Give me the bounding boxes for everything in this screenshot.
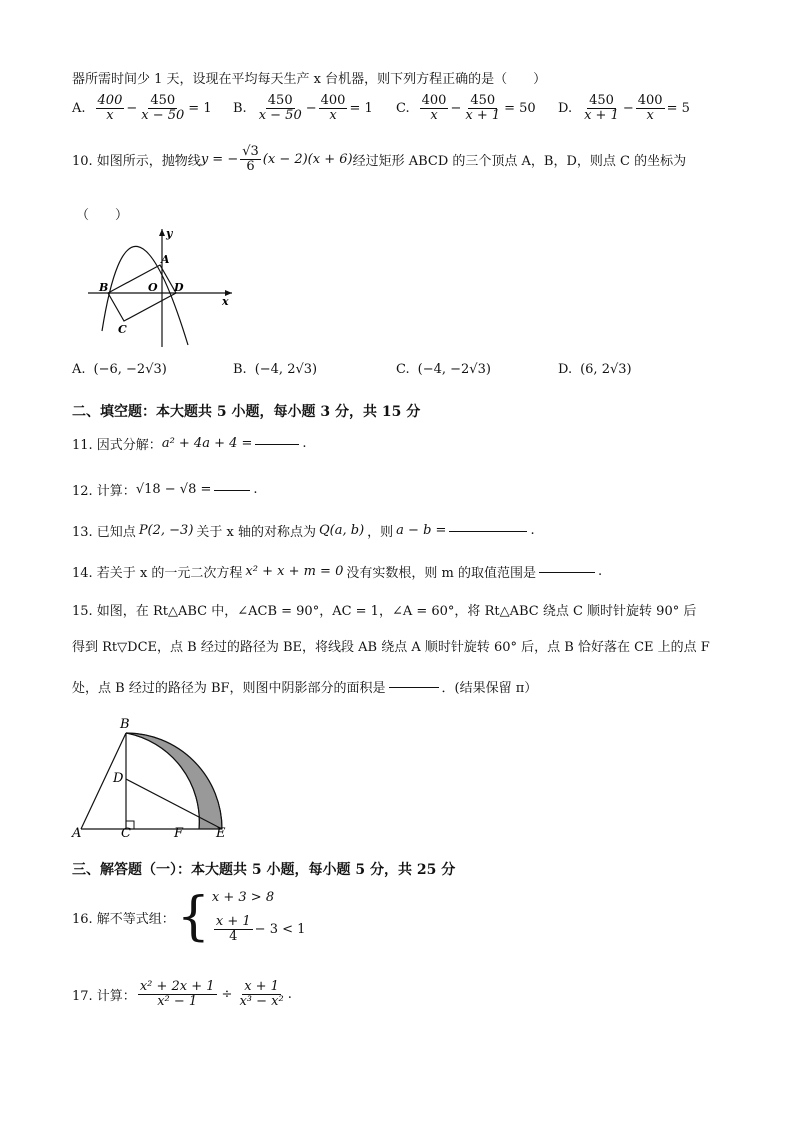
q15-line1: 15. 如图，在 Rt△ABC 中，∠ACB = 90°，AC = 1，∠A = 60°，将 Rt△ABC 绕点 C 顺时针旋转 90° 后 — [72, 604, 697, 619]
label-c: C — [121, 826, 131, 840]
q9-option-c[interactable]: C. $\frac{400}{x}$ − $\frac{450}{x + 1}$ = 50 — [396, 93, 536, 124]
y-axis-arrow — [159, 229, 165, 236]
option-label: D. — [558, 101, 573, 117]
label-e: E — [216, 826, 226, 840]
q11: 11. 因式分解： a² + 4a + 4 = . — [72, 436, 307, 453]
fraction: $\frac{450}{x + 1}$ — [465, 93, 501, 124]
parabola-rectangle-figure — [88, 225, 238, 350]
option-label: A. — [72, 101, 86, 117]
fraction: $\frac{x + 1}{\text{x³ − x²}}$ — [239, 979, 284, 1010]
option-label: B. — [233, 101, 247, 117]
q17: 17. 计算： $\frac{\text{x² + 2x + 1}}{\text{x² − 1}}$ ÷ $\frac{x + 1}{\text{x³ − x²}}$ . — [72, 979, 292, 1010]
section-heading-fill-blank: 二、填空题：本大题共 5 小题，每小题 3 分，共 15 分 — [72, 404, 421, 420]
left-brace-icon: { — [176, 887, 210, 948]
q10-option-a[interactable]: A. (−6, −2√3) — [72, 362, 167, 377]
fraction: $\frac{400}{x}$ — [320, 93, 346, 124]
q10-option-b[interactable]: B. (−4, 2√3) — [233, 362, 318, 377]
q14: 14. 若关于 x 的一元二次方程 x² + x + m = 0 没有实数根，则 m 的取值范围是 . — [72, 564, 603, 581]
fraction: $\frac{400}{x}$ — [97, 93, 123, 124]
parabola-curve — [102, 246, 188, 345]
option-value: (−4, −2√3) — [417, 362, 491, 377]
fraction: $\frac{450}{x - 50}$ — [258, 93, 302, 124]
q9-stem: 器所需时间少 1 天，设现在平均每天生产 x 台机器，则下列方程正确的是（ ） — [72, 72, 547, 87]
label-b: B — [120, 717, 130, 732]
answer-blank[interactable] — [255, 443, 299, 445]
label-d: D — [174, 281, 184, 294]
q10-answer-paren: （ ） — [76, 208, 129, 223]
inequality-system: { x + 3 > 8 $\frac{x + 1}{4}$ − 3 < 1 — [176, 887, 306, 948]
q15-line2: 得到 Rt▽DCE，点 B 经过的路径为 BE，将线段 AB 绕点 A 顺时针旋转 60° 后，点 B 恰好落在 CE 上的点 F — [72, 640, 710, 655]
label-x: x — [222, 295, 229, 308]
fraction: $\frac{400}{x}$ — [637, 93, 663, 124]
option-label: C. — [396, 101, 410, 117]
rotation-shaded-figure — [68, 713, 238, 840]
label-y: y — [166, 227, 173, 240]
option-value: (6, 2√3) — [580, 362, 632, 377]
q15-line3: 处，点 B 经过的路径为 BF，则图中阴影部分的面积是 ．(结果保留 π） — [72, 681, 538, 696]
answer-blank[interactable] — [539, 571, 595, 573]
q12: 12. 计算： √18 − √8 = . — [72, 482, 258, 499]
q9-option-a[interactable]: A. $\frac{400}{x}$ − $\frac{450}{x - 50}$ = 1 — [72, 93, 212, 124]
label-c: C — [118, 323, 127, 336]
answer-blank[interactable] — [214, 489, 250, 491]
q9-option-d[interactable]: D. $\frac{450}{x + 1}$ − $\frac{400}{x}$ = 5 — [558, 93, 690, 124]
fraction: $\frac{400}{x}$ — [421, 93, 447, 124]
label-a: A — [72, 826, 82, 840]
q10-stem: 10. 如图所示，抛物线 y = − $\frac{√3}{6}$ (x − 2)(x + 6) 经过矩形 ABCD 的三个顶点 A，B，D，则点 C 的坐标为 — [72, 144, 687, 175]
label-a: A — [161, 253, 170, 266]
q9-option-b[interactable]: B. $\frac{450}{x - 50}$ − $\frac{400}{x}$ = 1 — [233, 93, 373, 124]
label-f: F — [174, 826, 184, 840]
q13: 13. 已知点 P(2, −3) 关于 x 轴的对称点为 Q(a, b) ，则 a − b = . — [72, 523, 535, 540]
option-value: (−6, −2√3) — [93, 362, 167, 377]
answer-blank[interactable] — [449, 530, 527, 532]
q16: 16. 解不等式组： { x + 3 > 8 $\frac{x + 1}{4}$ − 3 < 1 — [72, 887, 306, 948]
section-heading-solve: 三、解答题（一）：本大题共 5 小题，每小题 5 分，共 25 分 — [72, 862, 456, 878]
q10-option-d[interactable]: D. (6, 2√3) — [558, 362, 632, 377]
q10-option-c[interactable]: C. (−4, −2√3) — [396, 362, 491, 377]
fraction: $\frac{√3}{6}$ — [242, 144, 259, 175]
option-value: (−4, 2√3) — [254, 362, 318, 377]
label-o: O — [148, 281, 158, 294]
fraction: $\frac{450}{x - 50}$ — [141, 93, 185, 124]
fraction: $\frac{\text{x² + 2x + 1}}{\text{x² − 1}}$ — [139, 979, 215, 1010]
fraction: $\frac{450}{x + 1}$ — [584, 93, 619, 124]
answer-blank[interactable] — [389, 686, 439, 688]
label-b: B — [99, 281, 109, 294]
shaded-region — [126, 733, 222, 829]
label-d: D — [113, 771, 124, 786]
